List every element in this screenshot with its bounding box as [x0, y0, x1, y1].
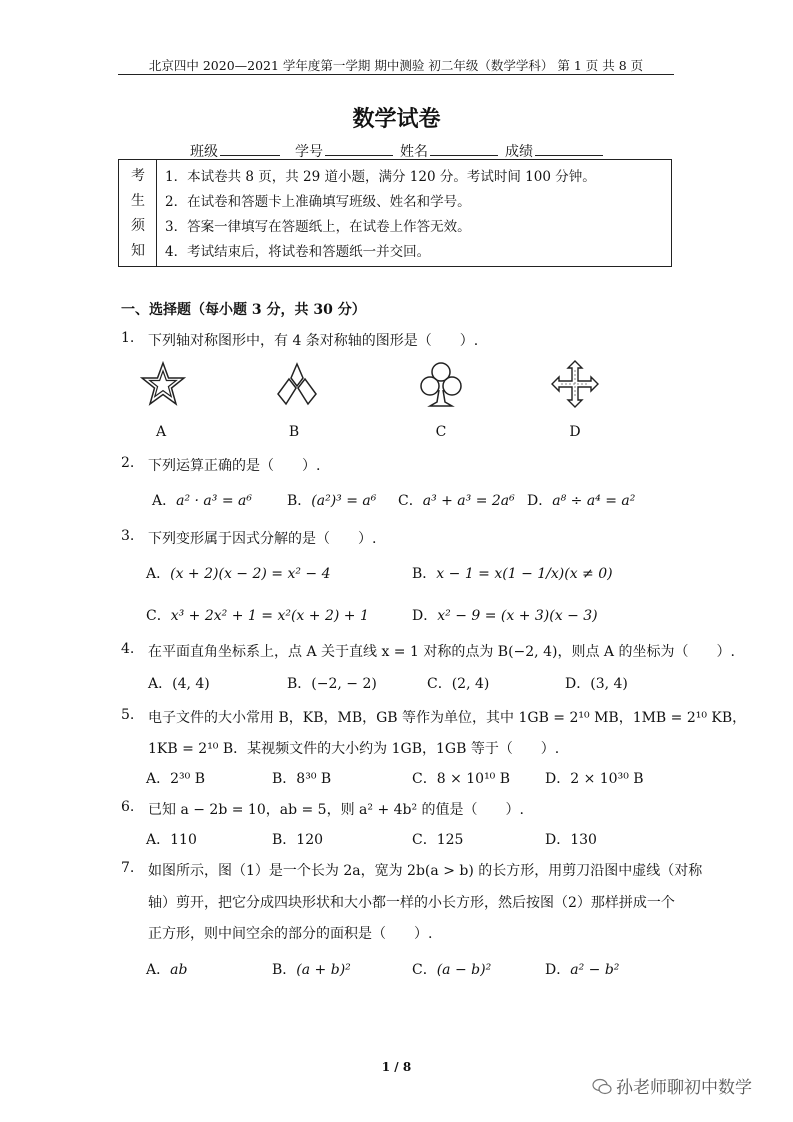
option-expr: 110 — [170, 832, 197, 848]
q1-label: B — [288, 424, 300, 440]
option-expr: a² − b² — [570, 962, 620, 978]
option-letter: D． — [545, 832, 571, 848]
q1-label: C — [435, 424, 447, 440]
option-expr: x − 1 = x(1 − 1/x)(x ≠ 0) — [436, 566, 613, 582]
q6-option-d[interactable] — [545, 829, 597, 849]
notice-label-char: 须 — [131, 218, 145, 234]
notice-label — [119, 160, 157, 266]
option-letter: D． — [545, 771, 571, 787]
option-expr: a⁸ ÷ a⁴ = a² — [552, 493, 636, 509]
option-letter: C． — [412, 771, 437, 787]
class-blank[interactable] — [220, 141, 280, 156]
q5-line1: 电子文件的大小常用 B，KB，MB，GB 等作为单位，其中 1GB = 2¹⁰ MB，1MB = 2¹⁰ KB， — [148, 710, 747, 726]
q1-text: 下列轴对称图形中，有 4 条对称轴的图形是（ ）. — [148, 333, 479, 349]
q1-label: D — [569, 424, 581, 440]
option-expr: a² · a³ = a⁶ — [176, 493, 252, 509]
option-letter: A． — [152, 493, 177, 509]
q6-option-a[interactable] — [146, 829, 197, 849]
info-score — [505, 141, 603, 161]
info-name — [400, 141, 498, 161]
q5-option-a[interactable] — [146, 768, 205, 788]
option-expr: a³ + a³ = 2a⁶ — [422, 493, 515, 509]
triangle-trio-icon — [272, 360, 322, 410]
option-letter: C． — [398, 493, 423, 509]
option-expr: ab — [170, 962, 188, 978]
option-expr: (a − b)² — [436, 962, 492, 978]
q4-option-c[interactable] — [427, 673, 489, 693]
q7-line3: 正方形，则中间空余的部分的面积是（ ）. — [148, 926, 433, 942]
option-letter: B． — [272, 832, 297, 848]
option-letter: A． — [146, 832, 171, 848]
option-letter: A． — [146, 771, 171, 787]
club-icon — [415, 358, 467, 410]
score-blank[interactable] — [535, 141, 603, 156]
section-heading: 一、选择题（每小题 3 分，共 30 分） — [121, 302, 366, 318]
notice-label-char: 生 — [131, 193, 145, 209]
q4-number: 4. — [121, 641, 135, 657]
q7-number: 7. — [121, 860, 135, 876]
q3-text: 下列变形属于因式分解的是（ ）. — [148, 531, 377, 547]
option-letter: C． — [412, 832, 437, 848]
q3-option-b[interactable] — [412, 563, 613, 583]
page-header: 北京四中 2020—2021 学年度第一学期 期中测验 初二年级（数学学科） 第 1 页 共 8 页 — [148, 58, 644, 73]
option-letter: D． — [412, 608, 438, 624]
q2-option-a[interactable] — [152, 490, 252, 510]
option-expr: (−2, − 2) — [311, 676, 377, 692]
q4-option-a[interactable] — [148, 673, 210, 693]
option-letter: A． — [148, 676, 173, 692]
option-expr: x³ + 2x² + 1 = x²(x + 2) + 1 — [170, 608, 369, 624]
notice-item: 2．在试卷和答题卡上准确填写班级、姓名和学号。 — [165, 194, 471, 210]
notice-item: 1．本试卷共 8 页，共 29 道小题，满分 120 分。考试时间 100 分钟。 — [165, 169, 596, 185]
q6-option-c[interactable] — [412, 829, 463, 849]
name-blank[interactable] — [430, 141, 498, 156]
q2-option-b[interactable] — [287, 490, 376, 510]
option-letter: A． — [146, 566, 171, 582]
option-expr: (3, 4) — [590, 676, 628, 692]
q2-number: 2. — [121, 455, 135, 471]
option-letter: B． — [287, 493, 312, 509]
watermark: 孙老师聊初中数学 — [616, 1078, 752, 1098]
q4-option-b[interactable] — [287, 673, 377, 693]
option-expr: 2 × 10³⁰ B — [570, 771, 644, 787]
q7-option-b[interactable] — [272, 959, 351, 979]
q7-line2: 轴）剪开，把它分成四块形状和大小都一样的小长方形，然后按图（2）那样拼成一个 — [148, 895, 675, 911]
q6-number: 6. — [121, 799, 135, 815]
option-letter: B． — [272, 962, 297, 978]
info-number-label: 学号 — [295, 144, 323, 160]
option-expr: (4, 4) — [172, 676, 210, 692]
option-letter: B． — [287, 676, 312, 692]
q7-option-c[interactable] — [412, 959, 491, 979]
option-letter: D． — [545, 962, 571, 978]
notice-box — [118, 159, 672, 267]
q3-number: 3. — [121, 528, 135, 544]
option-expr: (a + b)² — [296, 962, 351, 978]
notice-item: 3．答案一律填写在答题纸上，在试卷上作答无效。 — [165, 219, 471, 235]
q6-text: 已知 a − 2b = 10，ab = 5，则 a² + 4b² 的值是（ ）. — [148, 802, 525, 818]
option-expr: (x + 2)(x − 2) = x² − 4 — [170, 566, 331, 582]
option-letter: C． — [412, 962, 437, 978]
number-blank[interactable] — [325, 141, 393, 156]
q4-text: 在平面直角坐标系上，点 A 关于直线 x = 1 对称的点为 B(−2, 4)，则点 A 的坐标为（ ）. — [148, 644, 735, 660]
notice-label-char: 知 — [131, 243, 145, 259]
header-divider — [118, 74, 674, 75]
q2-text: 下列运算正确的是（ ）. — [148, 458, 321, 474]
q7-option-d[interactable] — [545, 959, 619, 979]
option-letter: A． — [146, 962, 171, 978]
info-number — [295, 141, 393, 161]
q3-option-c[interactable] — [146, 605, 369, 625]
option-letter: B． — [412, 566, 437, 582]
q3-option-d[interactable] — [412, 605, 598, 625]
q2-option-d[interactable] — [527, 490, 635, 510]
option-expr: (2, 4) — [451, 676, 490, 692]
option-letter: C． — [427, 676, 452, 692]
option-expr: 8³⁰ B — [296, 771, 332, 787]
option-letter: D． — [527, 493, 553, 509]
q4-option-d[interactable] — [565, 673, 628, 693]
q7-line1: 如图所示，图（1）是一个长为 2a，宽为 2b(a > b) 的长方形，用剪刀沿图中虚线（对称 — [148, 863, 703, 879]
option-letter: C． — [146, 608, 171, 624]
q3-option-a[interactable] — [146, 563, 331, 583]
notice-item: 4．考试结束后，将试卷和答题纸一并交回。 — [165, 244, 431, 260]
option-expr: 8 × 10¹⁰ B — [436, 771, 511, 787]
q7-option-a[interactable] — [146, 959, 187, 979]
info-score-label: 成绩 — [505, 144, 533, 160]
q5-line2: 1KB = 2¹⁰ B．某视频文件的大小约为 1GB，1GB 等于（ ）. — [148, 741, 560, 757]
info-class-label: 班级 — [190, 144, 218, 160]
q2-option-c[interactable] — [398, 490, 515, 510]
option-expr: 130 — [570, 832, 597, 848]
q1-label: A — [155, 424, 167, 440]
q6-option-b[interactable] — [272, 829, 323, 849]
page-title: 数学试卷 — [352, 107, 441, 132]
q5-option-c[interactable] — [412, 768, 510, 788]
q5-option-b[interactable] — [272, 768, 331, 788]
page-number: 1 / 8 — [381, 1060, 412, 1074]
info-class — [190, 141, 280, 161]
q5-number: 5. — [121, 707, 135, 723]
option-expr: 2³⁰ B — [170, 771, 205, 787]
option-expr: (a²)³ = a⁶ — [311, 493, 377, 509]
option-expr: 120 — [296, 832, 324, 848]
option-expr: x² − 9 = (x + 3)(x − 3) — [437, 608, 598, 624]
option-letter: B． — [272, 771, 297, 787]
info-name-label: 姓名 — [400, 144, 428, 160]
notice-label-char: 考 — [131, 168, 145, 184]
cross-arrows-icon — [549, 358, 601, 410]
q1-number: 1. — [121, 330, 135, 346]
option-expr: 125 — [436, 832, 464, 848]
star-icon — [138, 360, 188, 410]
option-letter: D． — [565, 676, 591, 692]
q5-option-d[interactable] — [545, 768, 644, 788]
wechat-icon — [592, 1078, 612, 1096]
